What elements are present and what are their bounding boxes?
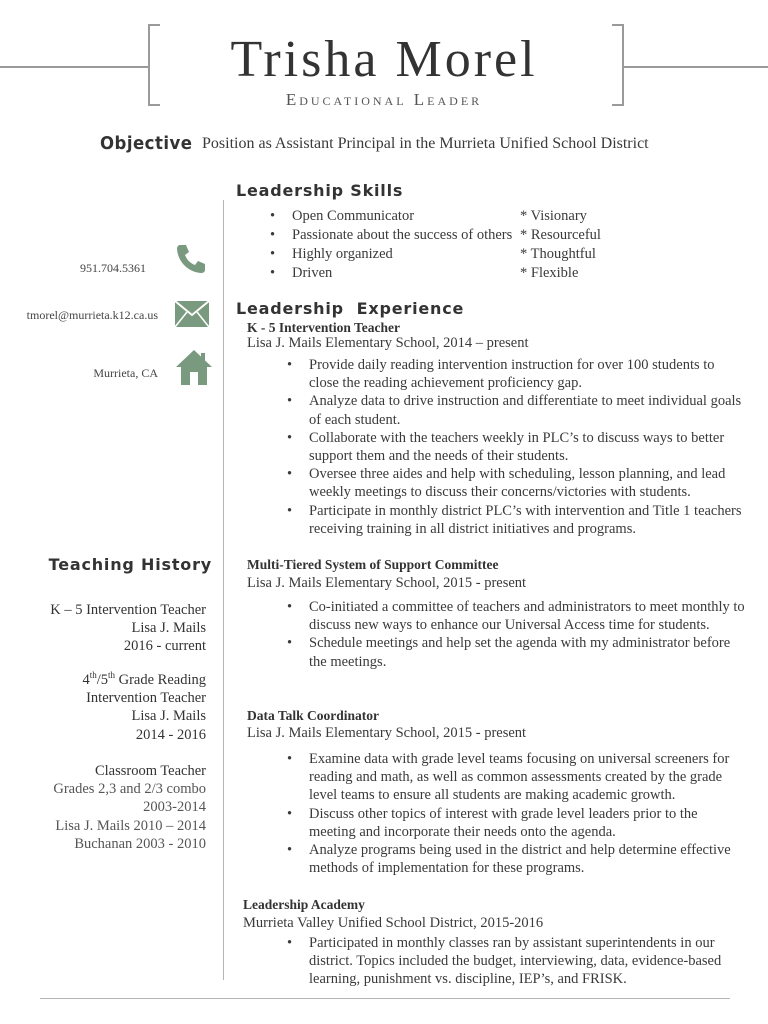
- phone-icon: [174, 242, 208, 281]
- duty-item: • Participate in monthly district PLC’s with intervention and Title 1 teachers receiving training in all district initiatives and programs.: [287, 502, 747, 538]
- duty-item: • Co-initiated a committee of teachers and administrators to meet monthly to discuss new ways to enhance our Universal Access time for students.: [287, 598, 747, 634]
- duty-item: • Provide daily reading intervention instruction for over 100 students to close the reading achievement proficiency gap.: [287, 356, 747, 392]
- duty-item: • Collaborate with the teachers weekly in PLC’s to discuss ways to better support them and the needs of their students.: [287, 429, 747, 465]
- contact-phone[interactable]: 951.704.5361: [80, 261, 146, 275]
- duty-item: • Oversee three aides and help with scheduling, lesson planning, and lead weekly meetings to discuss their concerns/victories with students.: [287, 465, 747, 501]
- job-title: K - 5 Intervention Teacher: [247, 320, 400, 335]
- job-title: Multi-Tiered System of Support Committee: [247, 557, 499, 572]
- objective-text: Position as Assistant Principal in the Murrieta Unified School District: [202, 135, 649, 152]
- job-place: Lisa J. Mails Elementary School, 2014 – present: [247, 335, 529, 351]
- job-duties: [287, 356, 747, 538]
- history-entry: 4th/5th Grade Reading Intervention Teacher Lisa J. Mails 2014 - 2016: [82, 670, 206, 743]
- job-duties: [287, 598, 747, 671]
- duty-item: • Participated in monthly classes ran by assistant superintendents in our district. Topics included the budget, interviewing, data, evidence-based learning, punishment vs. discipline, IEP’s, and FRISK.: [287, 934, 747, 989]
- duty-item: • Analyze programs being used in the district and help determine effective methods of implementation for these programs.: [287, 841, 747, 877]
- job-duties: [287, 750, 747, 877]
- skills-heading: Leadership Skills: [236, 181, 404, 200]
- column-divider: [223, 200, 224, 980]
- job-place: Lisa J. Mails Elementary School, 2015 - present: [247, 725, 527, 741]
- history-entry: K – 5 Intervention Teacher Lisa J. Mails 2016 - current: [50, 602, 206, 655]
- contact-email[interactable]: tmorel@murrieta.k12.ca.us: [26, 308, 158, 322]
- job-place: Lisa J. Mails Elementary School, 2015 - present: [247, 575, 527, 591]
- duty-item: • Schedule meetings and help set the agenda with my administrator before the meetings.: [287, 634, 747, 670]
- footer-rule: [40, 998, 730, 999]
- duty-item: • Examine data with grade level teams focusing on universal screeners for reading and math, as well as common assessments created by the grade level teams to ensure all students are making academic growth.: [287, 750, 747, 805]
- job-place: Murrieta Valley Unified School District, 2015-2016: [243, 915, 544, 931]
- history-heading: Teaching History: [48, 555, 212, 574]
- experience-heading: Leadership Experience: [236, 299, 465, 318]
- duty-item: • Discuss other topics of interest with grade level leaders prior to the meeting and incorporate their needs onto the agenda.: [287, 805, 747, 841]
- house-icon: [174, 348, 214, 391]
- candidate-name: Trisha Morel: [230, 31, 538, 88]
- job-duties: [287, 934, 747, 989]
- envelope-icon: [174, 300, 210, 333]
- candidate-title: Educational Leader: [285, 90, 483, 109]
- objective-label: Objective: [100, 133, 193, 154]
- job-title: Leadership Academy: [243, 897, 365, 912]
- history-entry: Classroom Teacher Grades 2,3 and 2/3 combo 2003-2014 Lisa J. Mails 2010 – 2014 Buchanan 2003 - 2010: [53, 763, 206, 852]
- contact-location: Murrieta, CA: [93, 366, 158, 380]
- job-title: Data Talk Coordinator: [247, 708, 380, 723]
- duty-item: • Analyze data to drive instruction and differentiate to meet individual goals of each student.: [287, 392, 747, 428]
